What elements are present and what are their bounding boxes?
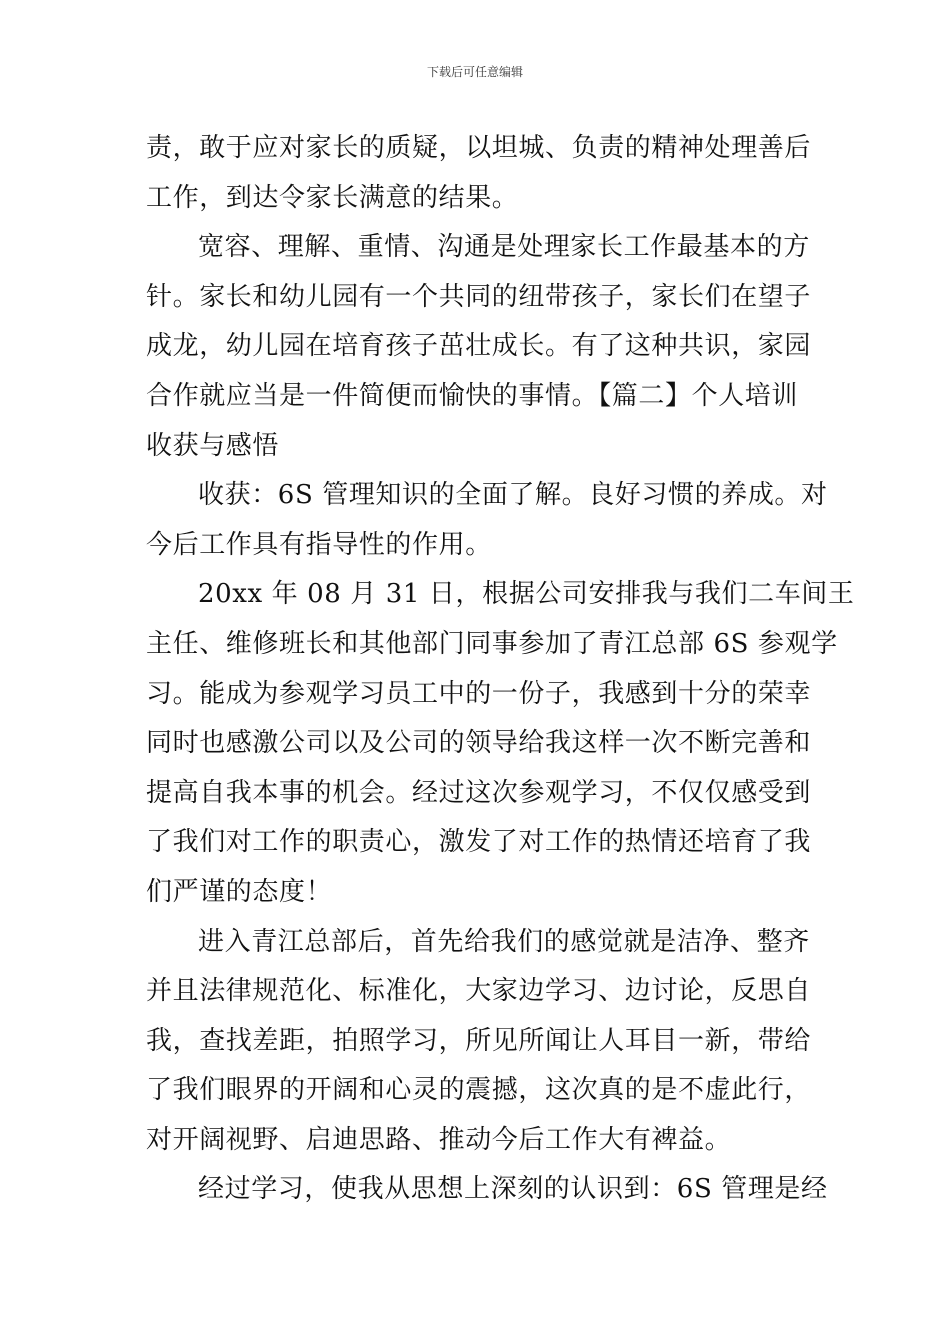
text-line: 成龙，幼儿园在培育孩子茁壮成长。有了这种共识，家园 [146,331,812,362]
page-header-note: 下载后可任意编辑 [426,65,523,79]
text-line: 了我们眼界的开阔和心灵的震撼，这次真的是不虚此行， [146,1075,812,1106]
text-line: 责，敢于应对家长的质疑，以坦城、负责的精神处理善后 [146,133,812,163]
text-line: 并且法律规范化、标准化，大家边学习、边讨论，反思自 [146,976,812,1007]
text-line: 合作就应当是一件简便而愉快的事情。【篇二】个人培训 [146,380,799,411]
text-line: 习。能成为参观学习员工中的一份子，我感到十分的荣幸 [146,678,812,709]
text-line: 收获：6S 管理知识的全面了解。良好习惯的养成。对 [198,480,828,511]
text-line: 收获与感悟 [146,430,280,461]
text-line: 了我们对工作的职责心，激发了对工作的热情还培育了我 [146,827,812,858]
text-line: 同时也感激公司以及公司的领导给我这样一次不断完善和 [146,728,812,759]
text-line: 今后工作具有指导性的作用。 [146,529,492,560]
text-line: 工作，到达令家长满意的结果。 [146,182,519,213]
text-line: 主任、维修班长和其他部门同事参加了青江总部 6S 参观学 [146,628,838,659]
document-body [146,124,855,1215]
text-line: 们严谨的态度！ [146,876,333,907]
text-line: 经过学习，使我从思想上深刻的认识到：6S 管理是经 [198,1174,828,1205]
text-line: 我，查找差距，拍照学习，所见所闻让人耳目一新，带给 [146,1025,812,1056]
text-line: 针。家长和幼儿园有一个共同的纽带孩子，家长们在望子 [146,281,812,312]
text-line: 对开阔视野、启迪思路、推动今后工作大有裨益。 [146,1124,732,1155]
text-line: 20xx 年 08 月 31 日，根据公司安排我与我们二车间王 [198,579,855,610]
text-line: 宽容、理解、重情、沟通是处理家长工作最基本的方 [198,232,810,263]
text-line: 进入青江总部后，首先给我们的感觉就是洁净、整齐 [198,926,810,957]
text-line: 提高自我本事的机会。经过这次参观学习，不仅仅感受到 [146,777,812,808]
